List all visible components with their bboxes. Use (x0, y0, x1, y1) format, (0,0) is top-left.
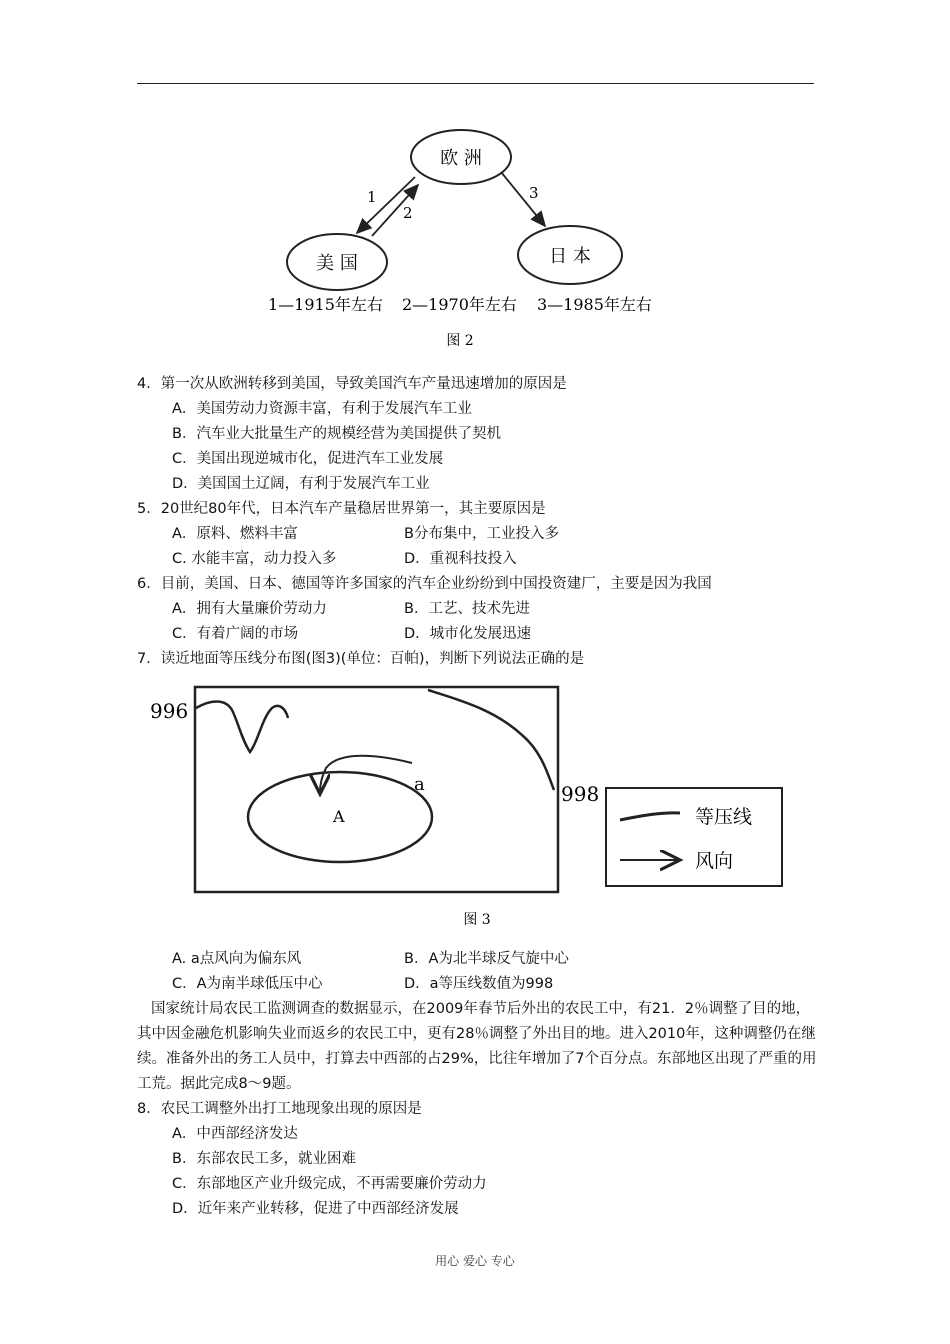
q4-option-c: C．美国出现逆城市化，促进汽车工业发展 (172, 451, 444, 467)
q4-option-b: B．汽车业大批量生产的规模经营为美国提供了契机 (172, 426, 501, 442)
arrow-2-label: 2 (403, 204, 413, 222)
figure-3-caption: 图 3 (463, 912, 491, 928)
legend-3: 3—1985年左右 (537, 295, 652, 314)
q7-option-a: A. a点风向为偏东风 (172, 951, 302, 967)
legend-wind-label: 风向 (695, 850, 734, 872)
q6-option-c: C．有着广阔的市场 (172, 626, 299, 642)
label-996: 996 (150, 699, 189, 723)
q8-stem: 8．农民工调整外出打工地现象出现的原因是 (137, 1101, 422, 1117)
q7-option-d: D．a等压线数值为998 (404, 976, 554, 992)
legend-box (606, 788, 782, 886)
q5-stem: 5．20世纪80年代，日本汽车产量稳居世界第一，其主要原因是 (137, 501, 546, 517)
q8-option-d: D．近年来产业转移，促进了中西部经济发展 (172, 1201, 459, 1217)
q8-option-b: B．东部农民工多，就业困难 (172, 1151, 356, 1167)
q6-stem: 6．目前，美国、日本、德国等许多国家的汽车企业纷纷到中国投资建厂，主要是因为我国 (137, 576, 712, 592)
q5-option-d: D．重视科技投入 (404, 551, 517, 567)
q5-option-c: C. 水能丰富，动力投入多 (172, 551, 337, 567)
header-rule (137, 83, 814, 84)
figure-3 (150, 680, 790, 935)
legend-1: 1—1915年左右 (268, 295, 383, 314)
figure-2 (255, 110, 675, 355)
map-frame (195, 687, 558, 892)
usa-label: 美 国 (316, 253, 358, 274)
isobar-998 (428, 690, 554, 790)
passage: 国家统计局农民工监测调查的数据显示，在2009年春节后外出的农民工中，有21．2％调整了目的地，其中因金融危机影响失业而返乡的农民工中，更有28％调整了外出目的地。进入2010年，这种调整仍在继续。准备外出的务工人员中，打算去中西部的占29%，比往年增加了7个百分点。东部地区出现了严重的用工荒。据此完成8～9题。 (137, 1001, 817, 1092)
q4-option-d: D．美国国土辽阔，有利于发展汽车工业 (172, 476, 430, 492)
q5-option-a: A．原料、燃料丰富 (172, 526, 298, 542)
page-footer: 用心 爱心 专心 (435, 1254, 515, 1268)
q7-stem: 7．读近地面等压线分布图(图3)(单位：百帕)，判断下列说法正确的是 (137, 651, 585, 667)
q6-option-a: A．拥有大量廉价劳动力 (172, 601, 327, 617)
q7-option-b: B．A为北半球反气旋中心 (404, 951, 569, 967)
arrow-1-label: 1 (367, 188, 377, 206)
label-998: 998 (561, 782, 600, 806)
figure-2-caption: 图 2 (446, 333, 474, 349)
q6-option-b: B．工艺、技术先进 (404, 601, 530, 617)
arrow-3-label: 3 (529, 184, 539, 202)
q4-stem: 4．第一次从欧洲转移到美国，导致美国汽车产量迅速增加的原因是 (137, 376, 567, 392)
japan-label: 日 本 (549, 246, 591, 267)
point-a: a (414, 774, 425, 795)
point-A: A (333, 807, 345, 826)
legend-2: 2—1970年左右 (402, 295, 517, 314)
q7-option-c: C．A为南半球低压中心 (172, 976, 323, 992)
q8-option-a: A．中西部经济发达 (172, 1126, 298, 1142)
q4-option-a: A．美国劳动力资源丰富，有利于发展汽车工业 (172, 401, 472, 417)
legend-isobar-label: 等压线 (695, 806, 753, 828)
legend-isobar-swatch (620, 813, 680, 820)
q5-option-b: B分布集中，工业投入多 (404, 526, 559, 542)
q8-option-c: C．东部地区产业升级完成，不再需要廉价劳动力 (172, 1176, 487, 1192)
isobar-996 (196, 702, 288, 753)
europe-label: 欧 洲 (440, 148, 482, 169)
q6-option-d: D．城市化发展迅速 (404, 626, 532, 642)
